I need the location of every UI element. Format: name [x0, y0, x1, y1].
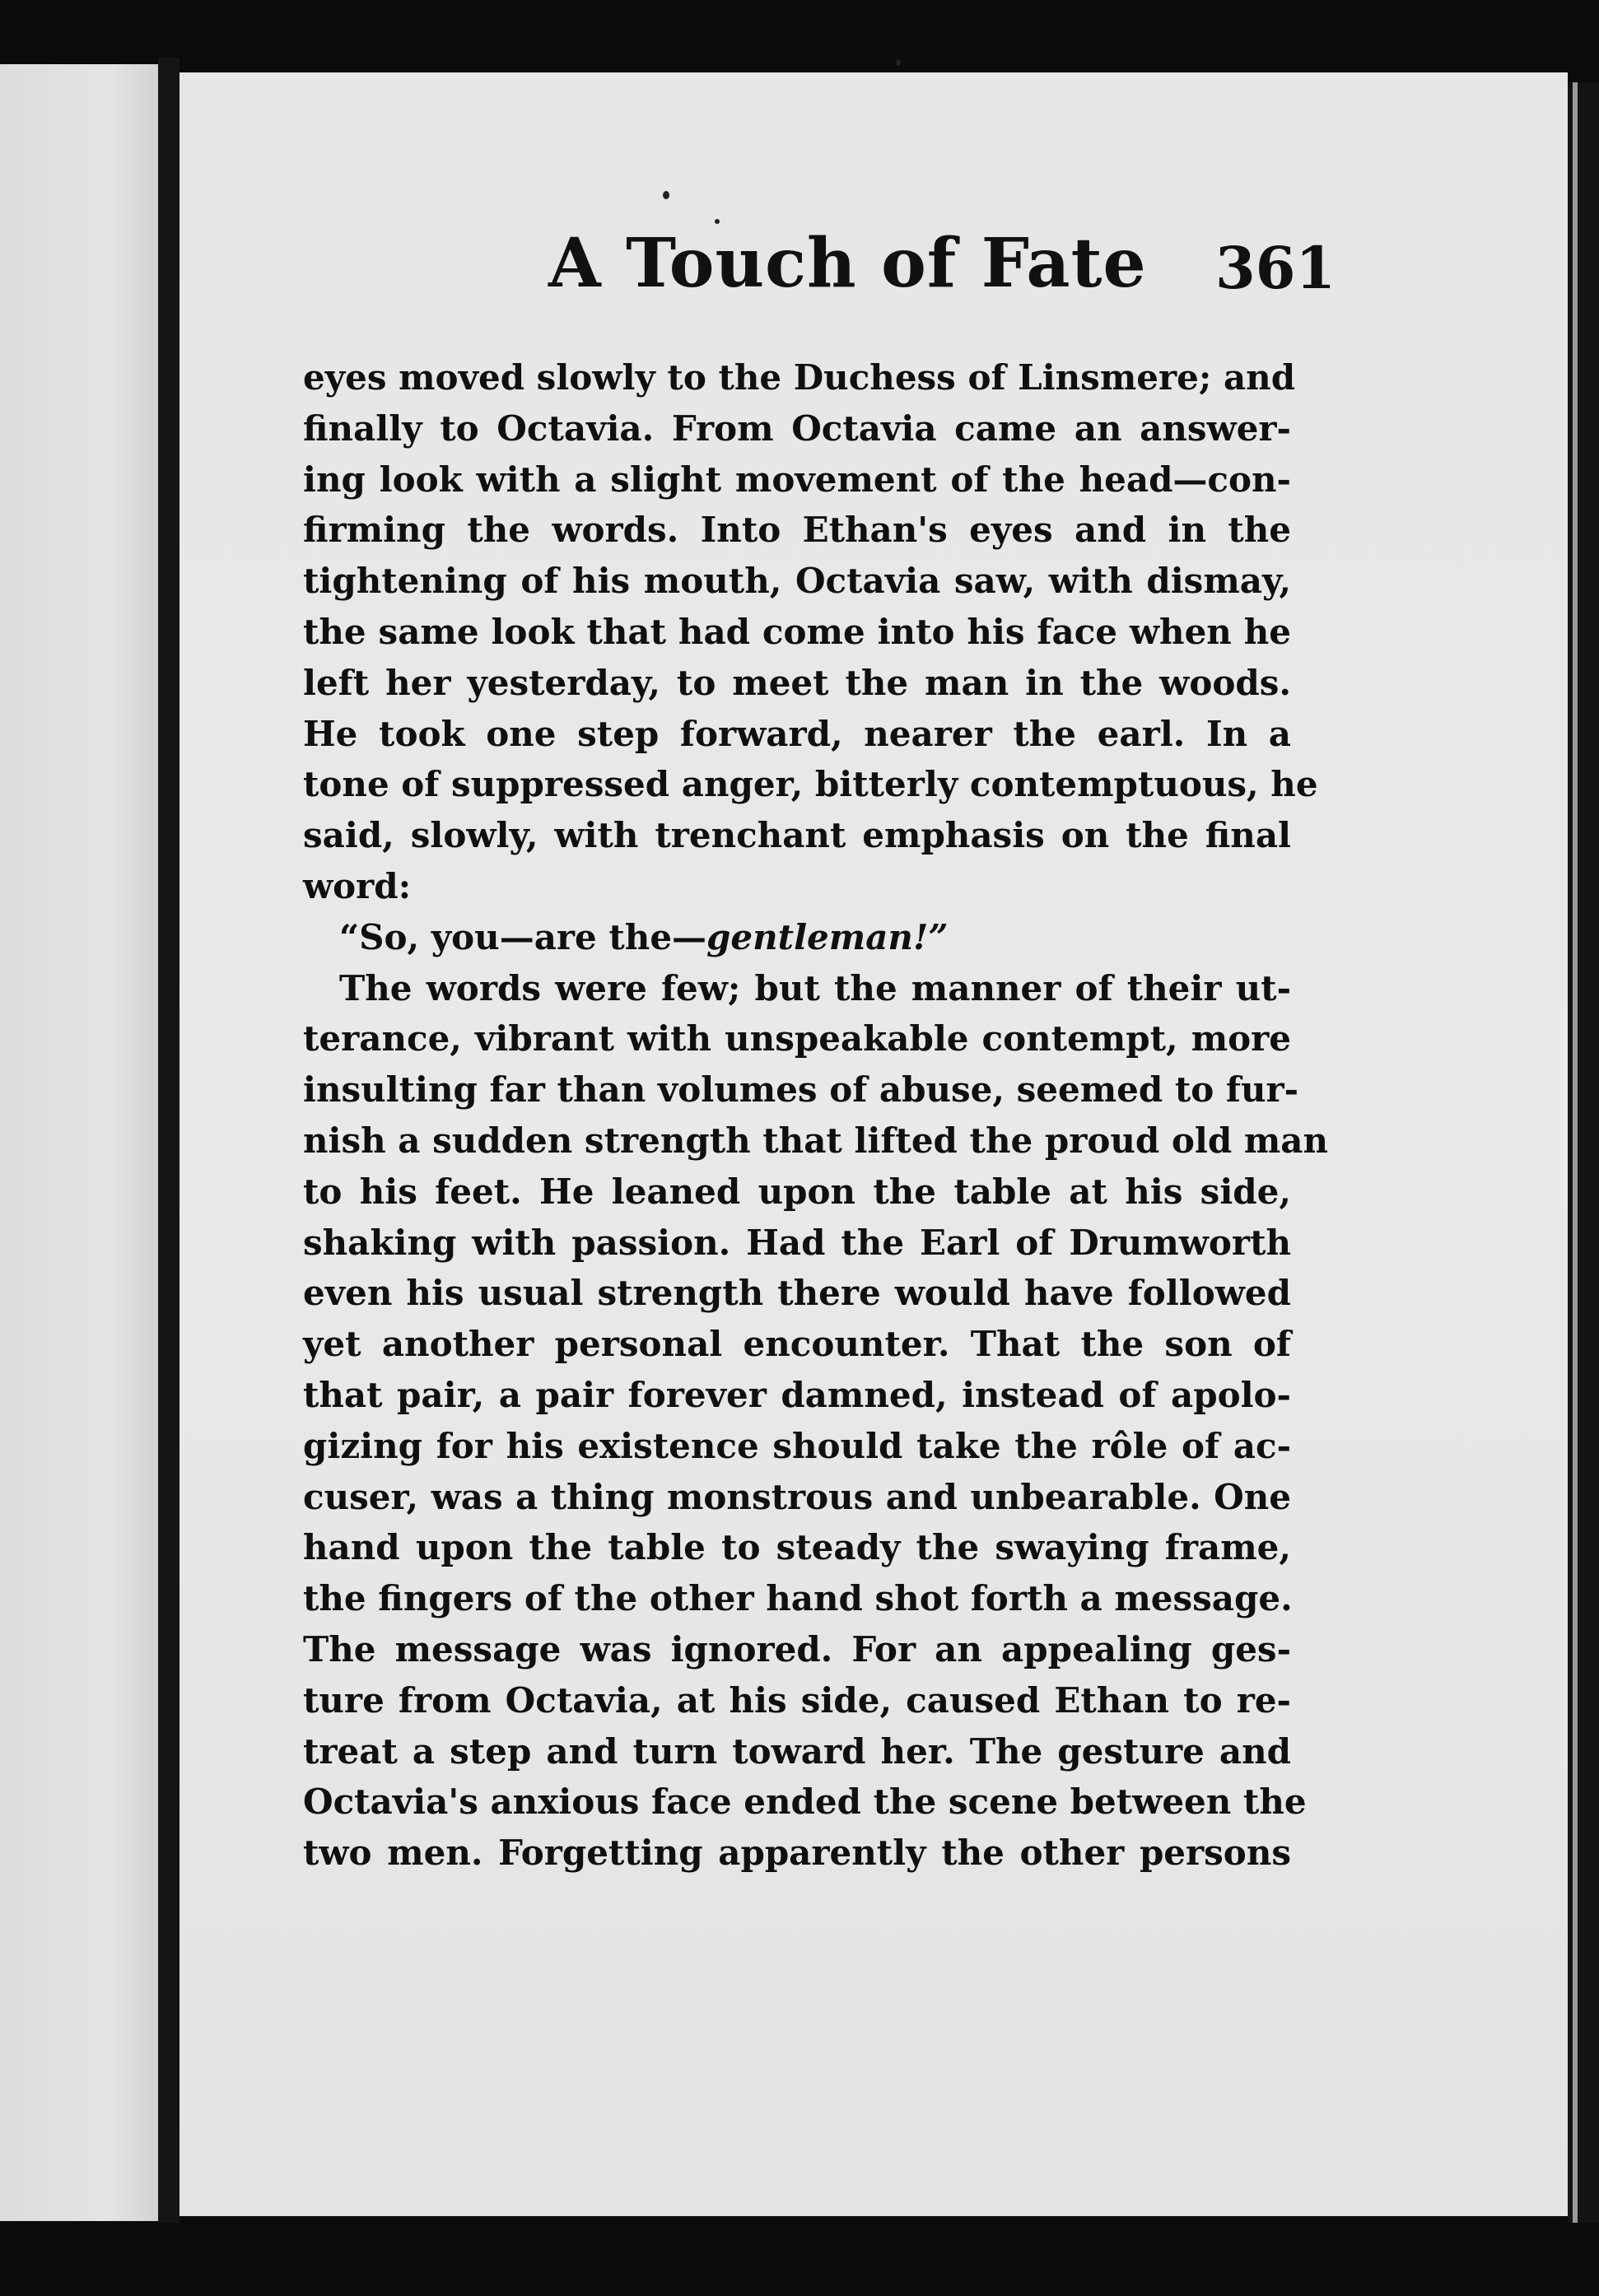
text-line: hand upon the table to steady the swaying frame,	[303, 1527, 1291, 1568]
text-line: said, slowly, with trenchant emphasis on the final	[303, 815, 1291, 856]
text-line: that pair, a pair forever damned, instead of apolo-	[303, 1374, 1291, 1415]
quote-text: “So, you—are the—	[339, 916, 707, 957]
page-header	[179, 224, 1336, 323]
page-number: 361	[1215, 234, 1336, 302]
text-line: insulting far than volumes of abuse, seemed to fur-	[303, 1069, 1299, 1111]
text-line: ture from Octavia, at his side, caused Ethan to re-	[303, 1679, 1291, 1721]
text-line: The words were few; but the manner of their ut-	[339, 967, 1291, 1008]
body-text	[303, 352, 1329, 1879]
text-line: cuser, was a thing monstrous and unbearable. One	[303, 1476, 1291, 1517]
text-line: ing look with a slight movement of the head—con-	[303, 459, 1291, 500]
text-line: to his feet. He leaned upon the table at his side,	[303, 1171, 1291, 1212]
book-gutter	[158, 58, 179, 2231]
text-line: yet another personal encounter. That the son of	[303, 1324, 1291, 1365]
text-line: two men. Forgetting apparently the other persons	[303, 1833, 1291, 1874]
text-line: tightening of his mouth, Octavia saw, with dismay,	[303, 561, 1291, 602]
text-line: word:	[303, 865, 412, 906]
text-line: nish a sudden strength that lifted the proud old man	[303, 1120, 1329, 1161]
text-line: tone of suppressed anger, bitterly contemptuous, he	[303, 764, 1318, 805]
text-line: He took one step forward, nearer the earl. In a	[303, 713, 1291, 754]
text-line: treat a step and turn toward her. The gesture and	[303, 1730, 1291, 1772]
running-title: A Touch of Fate	[548, 224, 1147, 303]
dust-speck	[896, 59, 901, 66]
text-line: the same look that had come into his face when he	[303, 611, 1291, 652]
text-line: the fingers of the other hand shot forth a message.	[303, 1578, 1293, 1619]
page-edge-shadow	[1568, 82, 1599, 2223]
quoted-line	[303, 912, 1291, 963]
text-line: gizing for his existence should take the rôle of ac-	[303, 1425, 1291, 1466]
text-line: left her yesterday, to meet the man in the woods.	[303, 662, 1291, 703]
text-line: The message was ignored. For an appealing ges-	[303, 1628, 1291, 1670]
text-line: terance, vibrant with unspeakable contempt, more	[303, 1018, 1291, 1060]
facing-page-edge	[0, 64, 158, 2221]
quote-italic-text: gentleman!”	[706, 916, 949, 957]
text-line: shaking with passion. Had the Earl of Drumworth	[303, 1222, 1291, 1263]
scan-border-bottom	[0, 2223, 1599, 2296]
text-line: Octavia's anxious face ended the scene between the	[303, 1781, 1307, 1823]
text-line: finally to Octavia. From Octavia came an answer-	[303, 408, 1291, 449]
text-line: even his usual strength there would have followed	[303, 1273, 1291, 1314]
dust-speck	[663, 191, 669, 199]
text-line: firming the words. Into Ethan's eyes and in the	[303, 510, 1291, 551]
text-line: eyes moved slowly to the Duchess of Linsmere; and	[303, 357, 1296, 398]
